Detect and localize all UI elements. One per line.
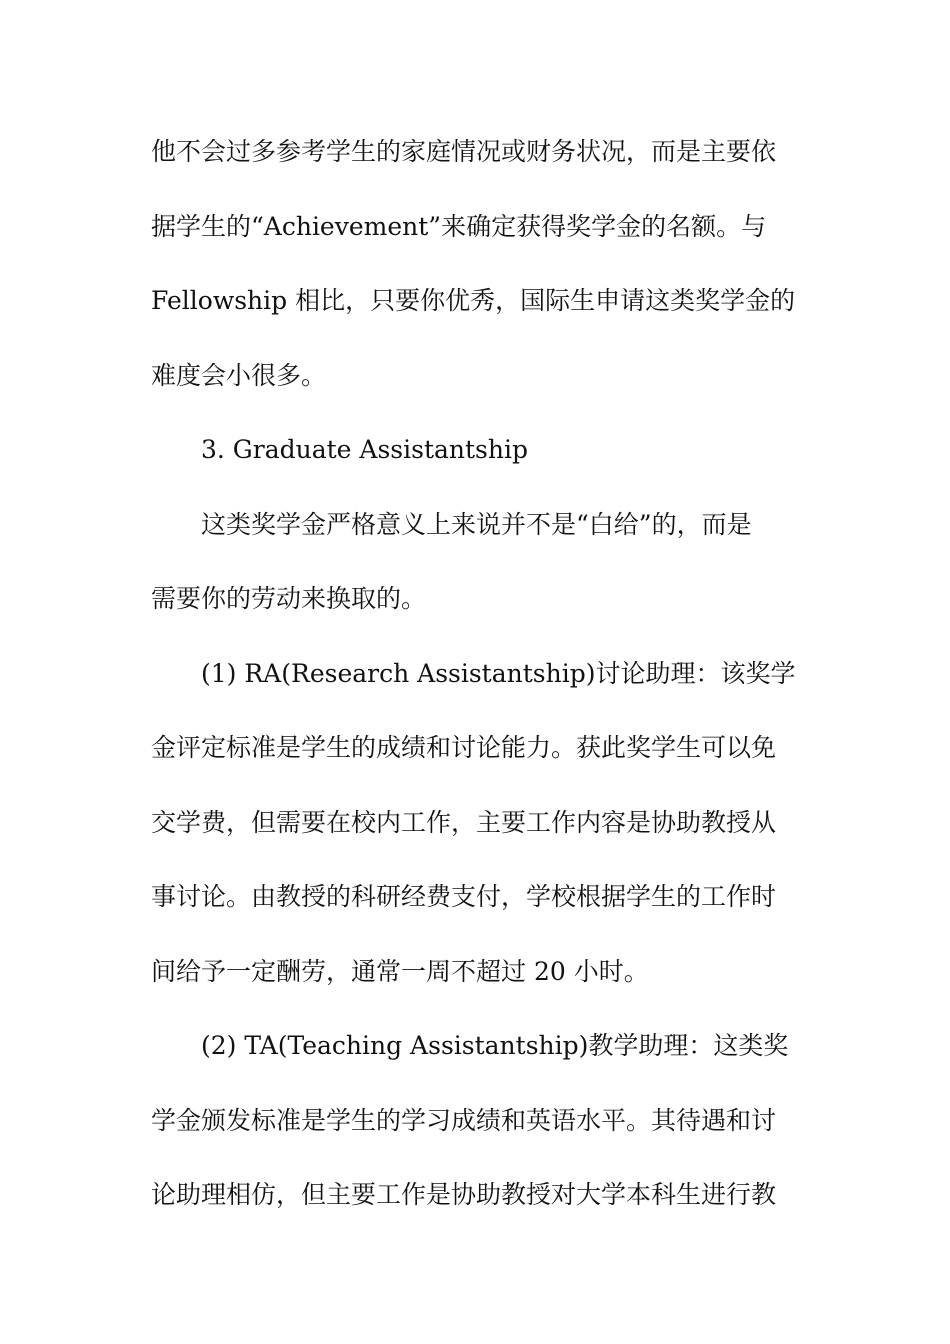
paragraph-line: 金评定标准是学生的成绩和讨论能力。获此奖学生可以免: [151, 733, 777, 762]
paragraph-line: Fellowship 相比，只要你优秀，国际生申请这类奖学金的: [151, 286, 796, 315]
paragraph-line: 事讨论。由教授的科研经费支付，学校根据学生的工作时: [151, 882, 777, 911]
paragraph-line: 学金颁发标准是学生的学习成绩和英语水平。其待遇和讨: [151, 1106, 777, 1135]
paragraph-line: 交学费，但需要在校内工作，主要工作内容是协助教授从: [151, 808, 777, 837]
paragraph-line: 论助理相仿，但主要工作是协助教授对大学本科生进行教: [151, 1180, 777, 1209]
paragraph-line: 他不会过多参考学生的家庭情况或财务状况，而是主要依: [151, 137, 777, 166]
paragraph-line: 间给予一定酬劳，通常一周不超过 20 小时。: [151, 957, 649, 986]
section-heading: 3. Graduate Assistantship: [201, 435, 528, 464]
paragraph-line: 据学生的“Achievement”来确定获得奖学金的名额。与: [151, 212, 767, 241]
list-item-ra: (1) RA(Research Assistantship)讨论助理：该奖学: [201, 659, 796, 688]
paragraph-line: 难度会小很多。: [151, 361, 327, 390]
list-item-ta: (2) TA(Teaching Assistantship)教学助理：这类奖: [201, 1031, 789, 1060]
paragraph-line: 需要你的劳动来换取的。: [151, 584, 427, 613]
paragraph-line: 这类奖学金严格意义上来说并不是“白给”的，而是: [201, 510, 752, 539]
